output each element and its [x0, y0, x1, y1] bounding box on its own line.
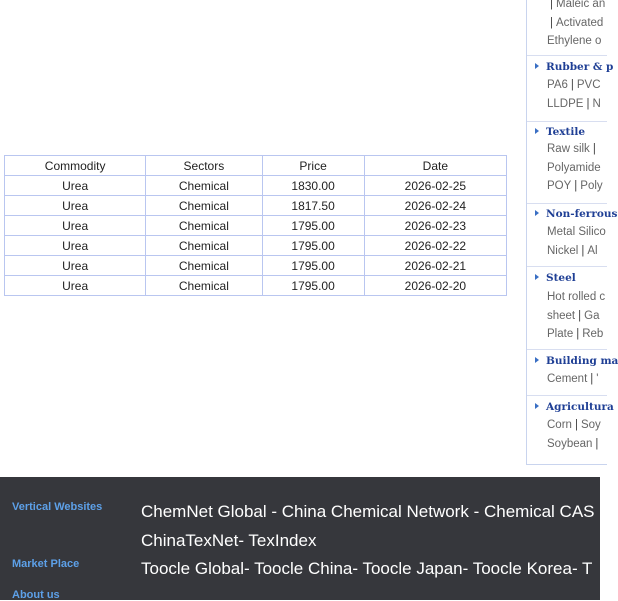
category-heading-building[interactable]: Building ma: [535, 355, 618, 367]
sidebar-link[interactable]: Soybean: [547, 437, 593, 450]
sidebar-link[interactable]: POY: [547, 180, 572, 192]
cell-sector: Chemical: [146, 176, 261, 195]
cell-price: 1795.00: [263, 256, 364, 275]
category-heading-rubber[interactable]: Rubber & p: [535, 61, 613, 73]
cell-price: 1830.00: [263, 176, 364, 195]
cell-commodity: Urea: [5, 176, 145, 195]
divider: [527, 203, 607, 204]
cell-sector: Chemical: [146, 276, 261, 295]
sidebar-link[interactable]: LLDPE: [547, 97, 584, 110]
sidebar-link[interactable]: Hot rolled c: [547, 291, 606, 303]
category-sidebar: | Maleic an | Activated Ethylene o Rubber & p PA6 | PVC LLDPE | N Textile Raw silk | Polyamide POY | Poly Non-ferrous Metal Silico Nickel | Al Steel Hot rolled c sheet | Ga Plate | Reb Building ma Cement | ' Agricultura Corn | Soy Soybean |: [526, 0, 607, 465]
footer-label-market-place: Market Place: [12, 558, 80, 570]
cell-price: 1795.00: [263, 216, 364, 235]
cell-price: 1795.00: [263, 236, 364, 255]
table-header-row: [5, 156, 506, 175]
footer-link[interactable]: ChinaTexNet: [141, 531, 239, 550]
cell-sector: Chemical: [146, 256, 261, 275]
column-header-date: Date: [365, 156, 506, 175]
footer-label-about-us[interactable]: About us: [12, 589, 60, 601]
sidebar-link[interactable]: Soy: [580, 419, 601, 431]
sidebar-top-links: | Maleic an | Activated Ethylene o: [547, 0, 606, 47]
sidebar-link[interactable]: Reb: [582, 328, 604, 340]
cell-price: 1795.00: [263, 276, 364, 295]
cell-date: 2026-02-21: [365, 256, 506, 275]
cell-sector: Chemical: [146, 216, 261, 235]
cell-date: 2026-02-23: [365, 216, 506, 235]
footer-market-links: Toocle Global- Toocle China- Toocle Japan- Toocle Korea- T: [141, 559, 593, 578]
sidebar-link[interactable]: Raw silk: [547, 143, 590, 155]
triangle-right-icon: [535, 210, 539, 216]
table-row: [5, 196, 506, 215]
footer-link[interactable]: Toocle China: [254, 559, 353, 578]
triangle-right-icon: [535, 274, 539, 280]
sidebar-link[interactable]: N: [592, 97, 601, 110]
sidebar-link[interactable]: Cement: [547, 373, 588, 385]
divider: [527, 395, 607, 396]
column-header-price: Price: [263, 156, 364, 175]
price-table: [4, 155, 507, 296]
table-row: [5, 236, 506, 255]
footer-link[interactable]: ChemNet Global: [141, 502, 267, 521]
divider: [527, 55, 607, 56]
cell-commodity: Urea: [5, 276, 145, 295]
triangle-right-icon: [535, 357, 539, 363]
footer-link[interactable]: Toocle Japan: [362, 559, 463, 578]
column-header-sectors: Sectors: [146, 156, 261, 175]
sidebar-link[interactable]: Ga: [584, 309, 600, 322]
triangle-right-icon: [535, 128, 539, 134]
cell-date: 2026-02-22: [365, 236, 506, 255]
column-header-commodity: Commodity: [5, 156, 145, 175]
divider: [527, 121, 607, 122]
cell-commodity: Urea: [5, 196, 145, 215]
table-row: [5, 256, 506, 275]
divider: [527, 349, 607, 350]
table-row: [5, 176, 506, 195]
footer-link[interactable]: T: [582, 559, 593, 578]
cell-sector: Chemical: [146, 236, 261, 255]
table-row: [5, 276, 506, 295]
table-row: [5, 216, 506, 235]
cell-sector: Chemical: [146, 196, 261, 215]
sidebar-link[interactable]: PVC: [576, 79, 601, 91]
footer: [0, 477, 600, 600]
footer-label-vertical-websites: Vertical Websites: [12, 501, 103, 513]
sidebar-link[interactable]: Nickel: [547, 244, 579, 257]
cell-price: 1817.50: [263, 196, 364, 215]
sidebar-link[interactable]: Poly: [580, 180, 603, 192]
cell-date: 2026-02-25: [365, 176, 506, 195]
footer-vertical-links-row2: ChinaTexNet- TexIndex: [141, 531, 317, 550]
cell-date: 2026-02-20: [365, 276, 506, 295]
footer-link[interactable]: Toocle Korea: [472, 559, 572, 578]
sidebar-link[interactable]: Maleic an: [556, 0, 606, 10]
sidebar-link[interactable]: Activated: [556, 16, 604, 29]
sidebar-link[interactable]: Plate: [547, 328, 574, 340]
cell-commodity: Urea: [5, 216, 145, 235]
triangle-right-icon: [535, 403, 539, 409]
footer-link[interactable]: Chemical CAS: [483, 502, 595, 521]
sidebar-link[interactable]: Metal Silico: [547, 226, 606, 238]
footer-link[interactable]: Toocle Global: [141, 559, 245, 578]
sidebar-link[interactable]: Al: [587, 244, 598, 257]
sidebar-link[interactable]: Polyamide: [547, 161, 601, 174]
cell-date: 2026-02-24: [365, 196, 506, 215]
cell-commodity: Urea: [5, 256, 145, 275]
sidebar-link[interactable]: PA6: [547, 79, 568, 91]
footer-link[interactable]: China Chemical Network: [281, 502, 469, 521]
triangle-right-icon: [535, 63, 539, 69]
footer-link[interactable]: TexIndex: [248, 531, 317, 550]
footer-vertical-links: ChemNet Global - China Chemical Network - Chemical CAS: [141, 502, 595, 521]
category-heading-nonferrous[interactable]: Non-ferrous: [535, 208, 617, 220]
sidebar-link[interactable]: Ethylene o: [547, 35, 602, 47]
category-heading-agricultural[interactable]: Agricultura: [535, 401, 614, 413]
category-heading-textile[interactable]: Textile: [535, 126, 585, 138]
sidebar-link[interactable]: sheet: [547, 309, 576, 322]
divider: [527, 266, 607, 267]
sidebar-link[interactable]: Corn: [547, 419, 572, 431]
category-heading-steel[interactable]: Steel: [535, 272, 576, 284]
cell-commodity: Urea: [5, 236, 145, 255]
sidebar-link[interactable]: ': [596, 373, 599, 385]
